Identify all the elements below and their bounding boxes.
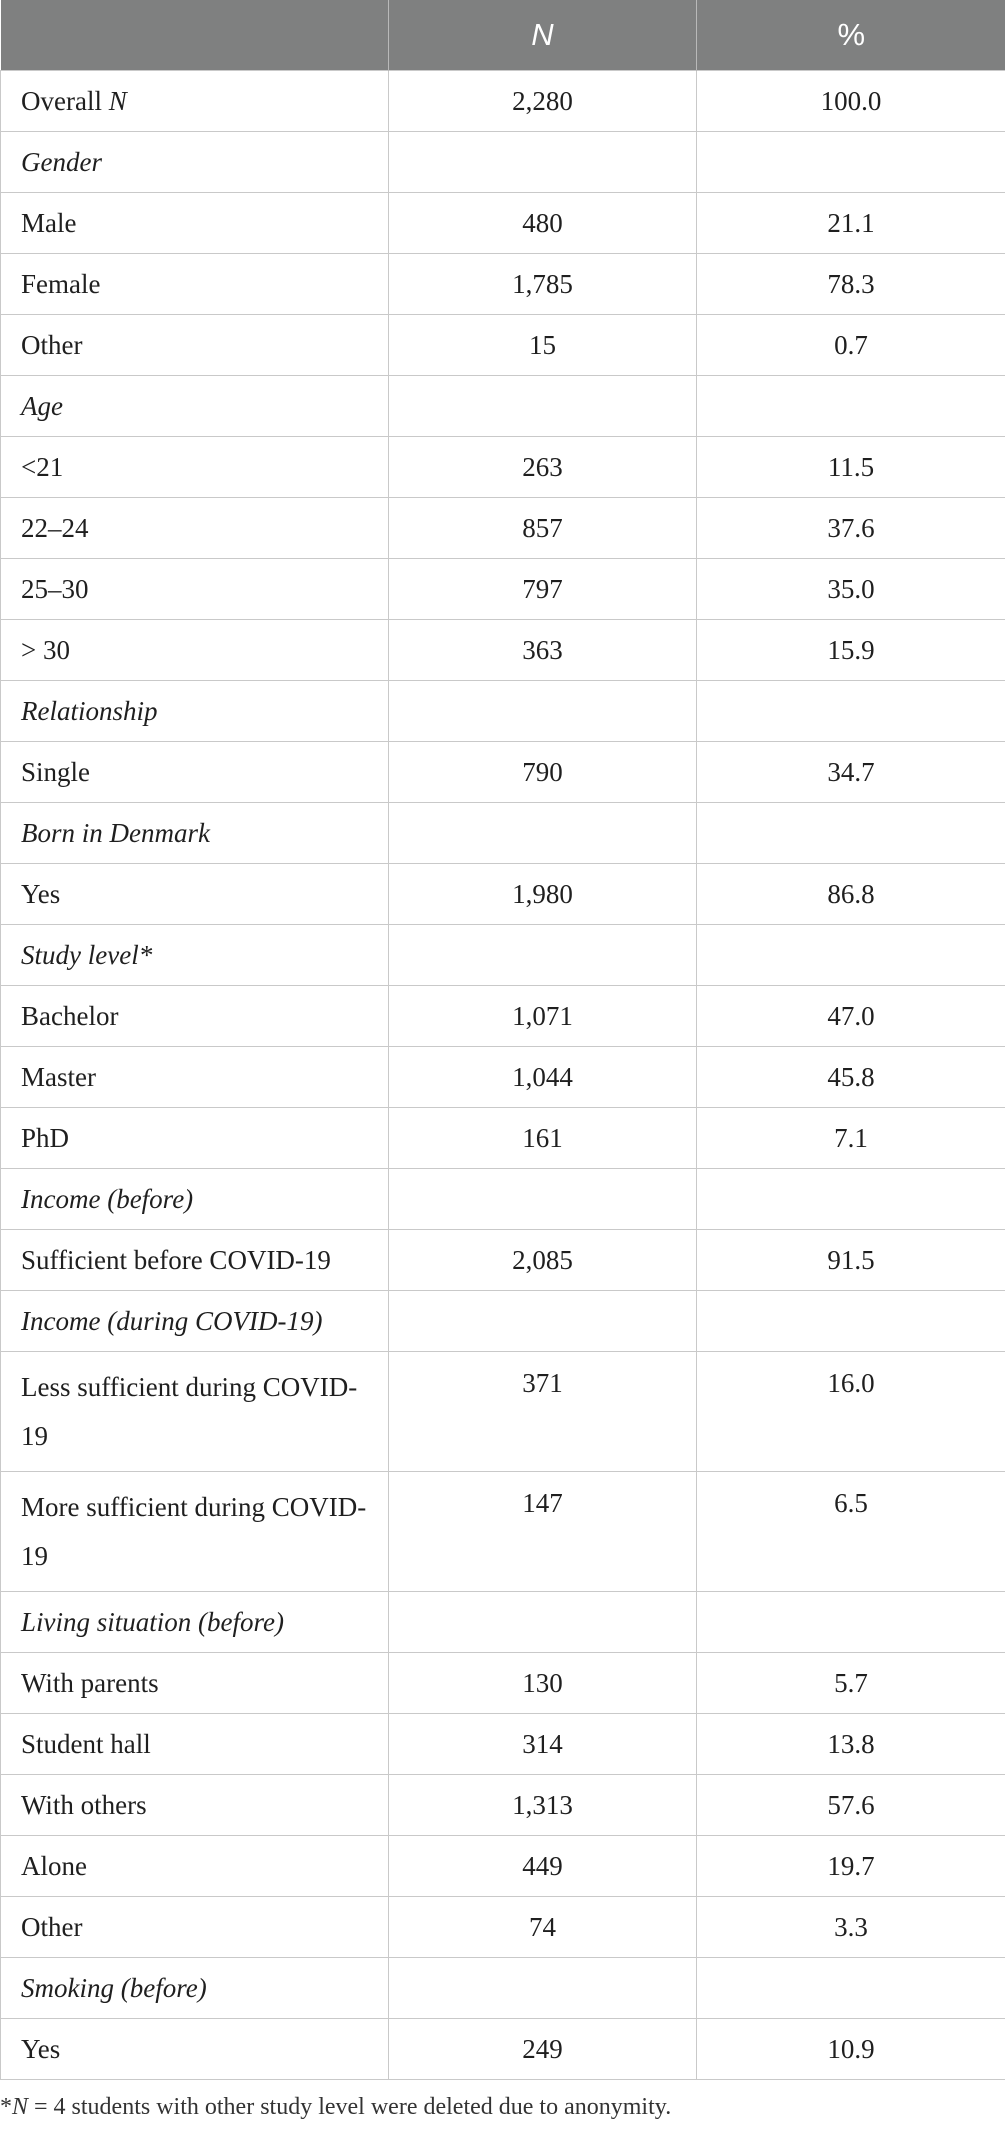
percent-cell: 16.0 — [697, 1352, 1005, 1472]
count-cell: 249 — [389, 2019, 697, 2080]
row-label: With parents — [1, 1653, 389, 1714]
category-row — [1, 132, 1005, 193]
count-cell — [389, 1958, 697, 2019]
category-label: Relationship — [1, 681, 389, 742]
footnote-marker: * — [0, 2094, 12, 2120]
table-row — [1, 1836, 1005, 1897]
header-n-column: N — [389, 0, 697, 71]
category-label: Smoking (before) — [1, 1958, 389, 2019]
percent-cell: 6.5 — [697, 1472, 1005, 1592]
count-cell: 2,085 — [389, 1230, 697, 1291]
table-row — [1, 2019, 1005, 2080]
percent-cell: 0.7 — [697, 315, 1005, 376]
category-label: Born in Denmark — [1, 803, 389, 864]
row-label: 22–24 — [1, 498, 389, 559]
row-label: Other — [1, 1897, 389, 1958]
count-cell: 857 — [389, 498, 697, 559]
category-row — [1, 1169, 1005, 1230]
category-row — [1, 1291, 1005, 1352]
count-cell: 130 — [389, 1653, 697, 1714]
percent-cell — [697, 925, 1005, 986]
row-label: Bachelor — [1, 986, 389, 1047]
row-label: 25–30 — [1, 559, 389, 620]
footnote-text: = 4 students with other study level were deleted due to anonymity. — [28, 2094, 672, 2120]
table-row — [1, 742, 1005, 803]
percent-cell — [697, 1169, 1005, 1230]
row-label: More sufficient during COVID-19 — [1, 1472, 389, 1592]
row-label: Sufficient before COVID-19 — [1, 1230, 389, 1291]
row-label: Male — [1, 193, 389, 254]
row-label: Student hall — [1, 1714, 389, 1775]
count-cell — [389, 1291, 697, 1352]
footnote-symbol: N — [12, 2094, 29, 2120]
percent-cell — [697, 1291, 1005, 1352]
table-row — [1, 559, 1005, 620]
row-label: Other — [1, 315, 389, 376]
count-cell — [389, 681, 697, 742]
percent-cell: 47.0 — [697, 986, 1005, 1047]
table-row — [1, 1897, 1005, 1958]
percent-cell: 34.7 — [697, 742, 1005, 803]
row-label: With others — [1, 1775, 389, 1836]
category-row — [1, 1592, 1005, 1653]
count-cell: 797 — [389, 559, 697, 620]
category-row — [1, 1958, 1005, 2019]
category-label: Income (before) — [1, 1169, 389, 1230]
header-percent-column: % — [697, 0, 1005, 71]
percent-cell: 19.7 — [697, 1836, 1005, 1897]
count-cell: 161 — [389, 1108, 697, 1169]
table-row — [1, 1230, 1005, 1291]
percent-cell: 13.8 — [697, 1714, 1005, 1775]
percent-cell — [697, 376, 1005, 437]
count-cell — [389, 803, 697, 864]
table-row — [1, 254, 1005, 315]
count-cell: 2,280 — [389, 71, 697, 132]
row-label: Female — [1, 254, 389, 315]
count-cell: 1,785 — [389, 254, 697, 315]
count-cell: 371 — [389, 1352, 697, 1472]
row-label: <21 — [1, 437, 389, 498]
row-label: Yes — [1, 864, 389, 925]
percent-cell: 5.7 — [697, 1653, 1005, 1714]
category-row — [1, 376, 1005, 437]
table-row — [1, 1108, 1005, 1169]
row-label: Master — [1, 1047, 389, 1108]
overall-n-symbol: N — [108, 85, 127, 116]
table-row — [1, 1653, 1005, 1714]
row-label: Yes — [1, 2019, 389, 2080]
category-label: Living situation (before) — [1, 1592, 389, 1653]
percent-cell: 15.9 — [697, 620, 1005, 681]
count-cell — [389, 376, 697, 437]
table-row — [1, 498, 1005, 559]
percent-cell — [697, 132, 1005, 193]
table-row — [1, 620, 1005, 681]
percent-cell: 7.1 — [697, 1108, 1005, 1169]
row-label: Alone — [1, 1836, 389, 1897]
count-cell: 1,044 — [389, 1047, 697, 1108]
table-footnote — [0, 2080, 1005, 2121]
table-row — [1, 1714, 1005, 1775]
category-row — [1, 925, 1005, 986]
count-cell: 1,313 — [389, 1775, 697, 1836]
category-row — [1, 681, 1005, 742]
row-label: Overall N — [1, 71, 389, 132]
header-row — [1, 0, 1005, 71]
count-cell: 363 — [389, 620, 697, 681]
count-cell: 15 — [389, 315, 697, 376]
row-label: PhD — [1, 1108, 389, 1169]
table-row — [1, 864, 1005, 925]
count-cell: 1,071 — [389, 986, 697, 1047]
percent-cell: 11.5 — [697, 437, 1005, 498]
count-cell: 790 — [389, 742, 697, 803]
count-cell: 147 — [389, 1472, 697, 1592]
count-cell — [389, 132, 697, 193]
table-row — [1, 986, 1005, 1047]
table-row — [1, 315, 1005, 376]
count-cell: 480 — [389, 193, 697, 254]
percent-cell: 91.5 — [697, 1230, 1005, 1291]
percent-cell: 78.3 — [697, 254, 1005, 315]
category-label: Age — [1, 376, 389, 437]
percent-cell: 10.9 — [697, 2019, 1005, 2080]
percent-cell: 3.3 — [697, 1897, 1005, 1958]
percent-cell: 45.8 — [697, 1047, 1005, 1108]
percent-cell: 35.0 — [697, 559, 1005, 620]
percent-cell: 100.0 — [697, 71, 1005, 132]
category-label: Income (during COVID-19) — [1, 1291, 389, 1352]
row-label: Less sufficient during COVID-19 — [1, 1352, 389, 1472]
category-row — [1, 803, 1005, 864]
percent-cell: 57.6 — [697, 1775, 1005, 1836]
percent-cell — [697, 1958, 1005, 2019]
table-row — [1, 71, 1005, 132]
table-row — [1, 1047, 1005, 1108]
count-cell: 74 — [389, 1897, 697, 1958]
table-row — [1, 1352, 1005, 1472]
category-label: Gender — [1, 132, 389, 193]
table-body — [1, 71, 1005, 2080]
count-cell — [389, 1592, 697, 1653]
header-label-column — [1, 0, 389, 71]
count-cell: 314 — [389, 1714, 697, 1775]
table-row — [1, 437, 1005, 498]
percent-cell: 86.8 — [697, 864, 1005, 925]
table-row — [1, 1775, 1005, 1836]
percent-cell — [697, 803, 1005, 864]
count-cell — [389, 1169, 697, 1230]
table-row — [1, 1472, 1005, 1592]
percent-cell — [697, 681, 1005, 742]
count-cell — [389, 925, 697, 986]
category-label: Study level* — [1, 925, 389, 986]
count-cell: 1,980 — [389, 864, 697, 925]
percent-cell — [697, 1592, 1005, 1653]
row-label: > 30 — [1, 620, 389, 681]
count-cell: 263 — [389, 437, 697, 498]
percent-cell: 21.1 — [697, 193, 1005, 254]
table-row — [1, 193, 1005, 254]
table-header — [1, 0, 1005, 71]
count-cell: 449 — [389, 1836, 697, 1897]
row-label: Single — [1, 742, 389, 803]
percent-cell: 37.6 — [697, 498, 1005, 559]
